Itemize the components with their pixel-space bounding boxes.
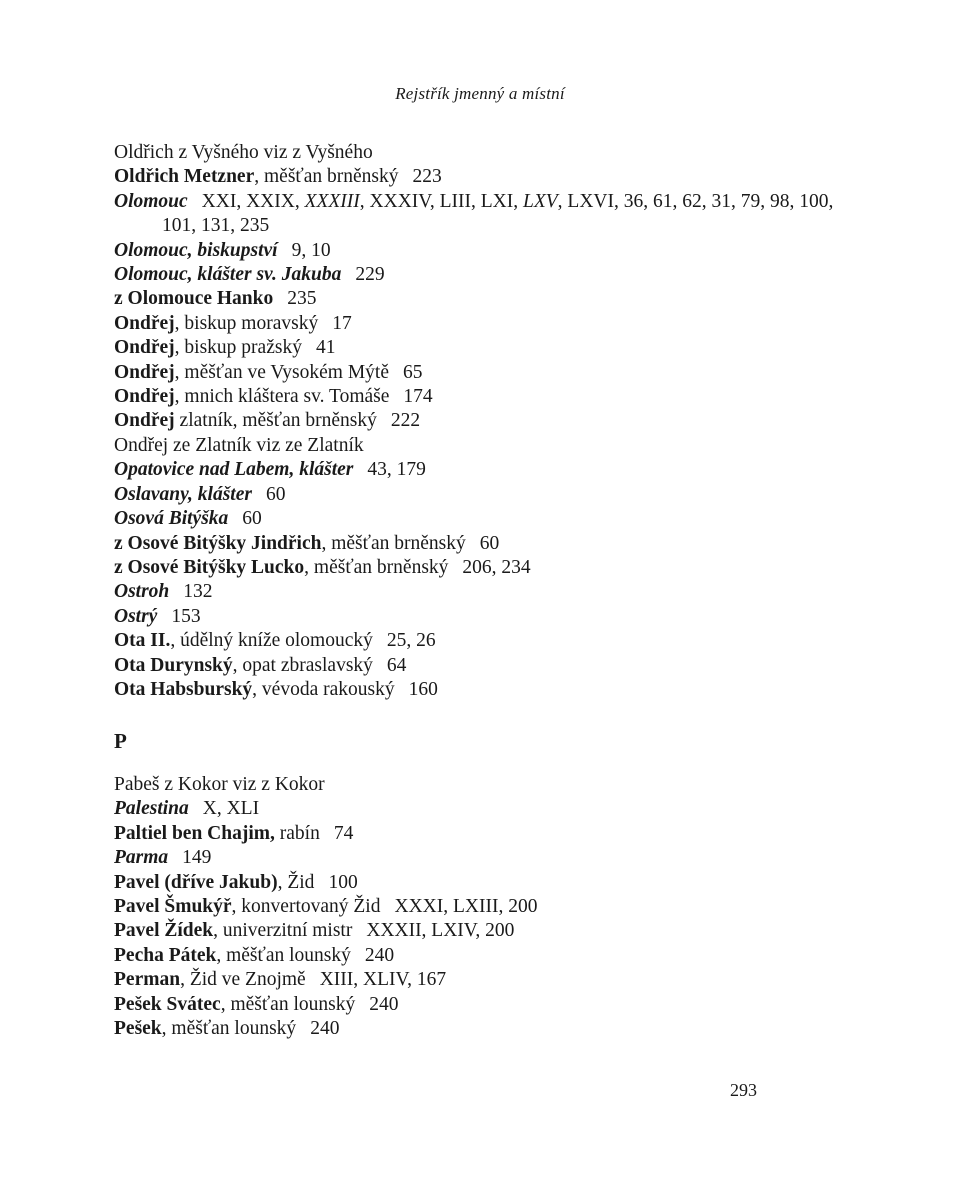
entry-text: Pabeš z Kokor viz z Kokor — [114, 774, 325, 795]
entry-pages: 222 — [390, 410, 421, 432]
entry-pages: 174 — [403, 386, 433, 408]
entry-pages: 60 — [265, 483, 286, 505]
entry-text: , mnich kláštera sv. Tomáše — [174, 386, 390, 408]
entry-place-name: Olomouc — [114, 190, 188, 212]
entry-pages: 60 — [242, 508, 262, 530]
entry-text: , měšťan brněnský — [254, 166, 399, 188]
entry-pages: 17 — [332, 312, 352, 334]
entry-pages: 229 — [355, 264, 385, 286]
entry-place-name: Ostroh — [114, 581, 170, 603]
entry-pages: 64 — [386, 654, 407, 676]
entry-pages: 74 — [333, 822, 354, 844]
entry-text: , Žid — [277, 871, 315, 893]
entry-text: , konvertovaný Žid — [231, 896, 381, 918]
entry-text: , měšťan lounský — [161, 1018, 297, 1040]
entry-pages: 43, 179 — [367, 459, 426, 481]
entry-place-name: Osová Bitýška — [114, 508, 229, 530]
entry-text: , údělný kníže olomoucký — [170, 630, 373, 652]
index-entry — [114, 629, 834, 653]
entry-pages: XXI, XXIX, — [201, 190, 305, 212]
entry-name: Paltiel ben Chajim, — [114, 822, 275, 844]
index-entry — [114, 287, 834, 311]
entry-text: , vévoda rakouský — [252, 678, 395, 700]
entry-name: z Osové Bitýšky Lucko — [114, 556, 305, 578]
index-entry — [114, 580, 834, 604]
index-entry — [114, 797, 834, 821]
entry-text: , biskup pražský — [174, 337, 302, 359]
index-entry — [114, 141, 834, 165]
entry-text: rabín — [274, 822, 320, 844]
entry-pages: 132 — [183, 581, 213, 603]
entry-pages: X, XLI — [202, 798, 260, 820]
index-list-o — [114, 141, 834, 702]
index-entry — [114, 409, 834, 433]
entry-name: Ota II. — [114, 630, 171, 652]
entry-text: , opat zbraslavský — [232, 654, 373, 676]
index-entry — [114, 871, 834, 895]
entry-name: Oldřich Metzner — [114, 166, 255, 188]
entry-name: Ota Habsburský — [114, 678, 253, 700]
index-entry — [114, 361, 834, 385]
entry-place-name: Olomouc, biskupství — [114, 239, 278, 261]
index-entry — [114, 507, 834, 531]
index-entry — [114, 678, 834, 702]
entry-text: , měšťan brněnský — [304, 556, 449, 578]
entry-text: , LXVI, 36, 61, 62, 31, 79, 98, 100, 101, 131, 235 — [162, 190, 834, 237]
entry-pages: 240 — [310, 1018, 340, 1040]
entry-pages: 65 — [403, 361, 423, 383]
entry-place-name: Palestina — [114, 798, 189, 820]
entry-text: , biskup moravský — [174, 312, 319, 334]
entry-text: , univerzitní mistr — [213, 920, 353, 942]
index-entry — [114, 483, 834, 507]
entry-name: z Olomouce Hanko — [114, 288, 274, 310]
entry-place-name: Olomouc, klášter sv. Jakuba — [114, 264, 342, 286]
entry-italic-ref: XXXIII — [304, 190, 360, 212]
index-entry — [114, 846, 834, 870]
entry-place-name: Parma — [114, 847, 169, 869]
entry-pages: 240 — [364, 944, 395, 966]
index-entry — [114, 385, 834, 409]
entry-name: Pecha Pátek — [114, 944, 217, 966]
index-entry — [114, 605, 834, 629]
entry-text: , měšťan ve Vysokém Mýtě — [174, 361, 389, 383]
index-entry — [114, 336, 834, 360]
entry-name: Ota Durynský — [114, 654, 233, 676]
entry-pages: XXXII, LXIV, 200 — [366, 920, 515, 942]
entry-text: Ondřej ze Zlatník viz ze Zlatník — [114, 434, 364, 456]
entry-text: Oldřich z Vyšného viz z Vyšného — [114, 142, 373, 163]
entry-name: Ondřej — [114, 410, 175, 432]
index-entry — [114, 312, 834, 336]
index-entry — [114, 434, 834, 458]
index-list-p — [114, 773, 834, 1041]
index-entry — [114, 993, 834, 1017]
index-entry — [114, 165, 834, 189]
page-number: 293 — [730, 1080, 757, 1100]
entry-pages: 240 — [369, 993, 399, 1015]
running-header: Rejstřík jmenný a místní — [395, 84, 565, 103]
index-entry — [114, 263, 834, 287]
entry-pages: 206, 234 — [462, 556, 531, 578]
entry-pages: 41 — [315, 337, 336, 359]
entry-pages: 25, 26 — [386, 630, 436, 652]
entry-place-name: Oslavany, klášter — [114, 483, 252, 505]
index-entry — [114, 773, 834, 797]
section-letter-p: P — [114, 729, 127, 753]
entry-text: zlatník, měšťan brněnský — [174, 410, 377, 432]
index-entry — [114, 895, 834, 919]
index-entry — [114, 654, 834, 678]
index-entry — [114, 919, 834, 943]
index-entry — [114, 239, 834, 263]
index-entry — [114, 556, 834, 580]
entry-name: Pešek — [114, 1018, 162, 1040]
entry-pages: XIII, XLIV, 167 — [319, 969, 447, 991]
entry-name: Ondřej — [114, 361, 175, 383]
index-entry — [114, 1017, 834, 1041]
entry-name: Pavel Žídek — [114, 920, 214, 942]
entry-name: Ondřej — [114, 386, 175, 408]
entry-name: Ondřej — [114, 337, 175, 359]
entry-place-name: Ostrý — [114, 605, 158, 627]
entry-text: , měšťan brněnský — [321, 532, 466, 554]
entry-pages: 9, 10 — [291, 239, 331, 261]
index-entry — [114, 532, 834, 556]
entry-pages: 149 — [182, 847, 212, 869]
entry-pages: 153 — [171, 605, 201, 627]
entry-name: Ondřej — [114, 312, 175, 334]
index-entry — [114, 458, 834, 482]
entry-name: Perman — [114, 969, 181, 991]
index-entry — [114, 944, 834, 968]
entry-pages: 60 — [479, 532, 500, 554]
entry-text: , měšťan lounský — [216, 944, 351, 966]
entry-pages: 223 — [412, 166, 442, 188]
entry-text: , měšťan lounský — [220, 993, 356, 1015]
entry-text: , Žid ve Znojmě — [180, 969, 306, 991]
entry-text: , XXXIV, LIII, LXI, — [359, 190, 523, 212]
index-entry — [114, 968, 834, 992]
entry-pages: 235 — [287, 288, 317, 310]
entry-pages: XXXI, LXIII, 200 — [394, 896, 538, 918]
index-entry — [114, 190, 834, 239]
entry-name: Pešek Svátec — [114, 993, 221, 1015]
entry-pages: 160 — [408, 678, 438, 700]
entry-name: z Osové Bitýšky Jindřich — [114, 532, 322, 554]
entry-place-name: Opatovice nad Labem, klášter — [114, 459, 354, 481]
entry-name: Pavel Šmukýř — [114, 896, 232, 918]
entry-name: Pavel (dříve Jakub) — [114, 871, 278, 893]
entry-pages: 100 — [328, 871, 358, 893]
index-entry — [114, 822, 834, 846]
entry-italic-ref: LXV — [523, 190, 558, 212]
